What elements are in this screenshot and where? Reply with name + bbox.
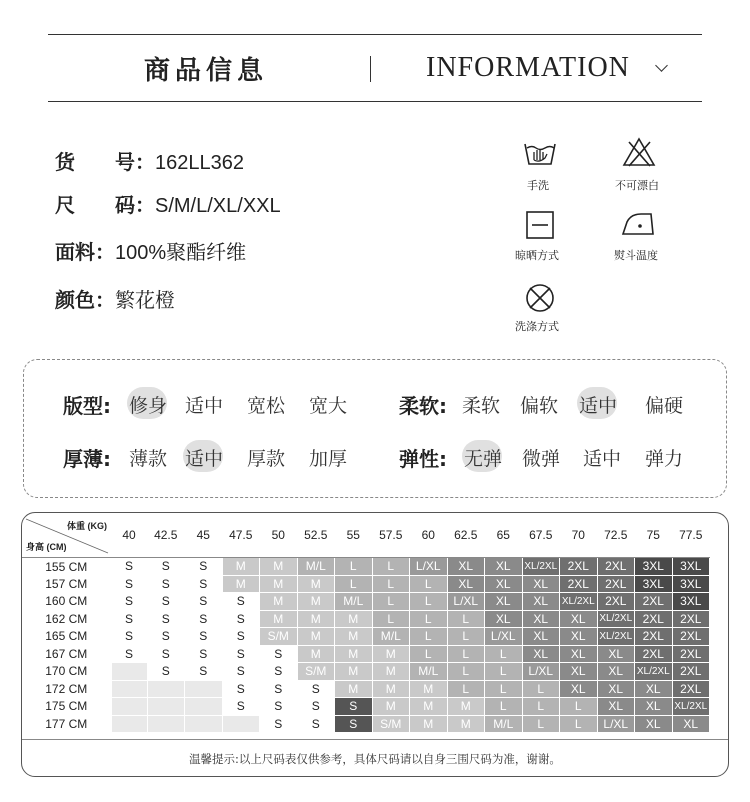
size-table-divider <box>22 739 728 740</box>
height-label: 170 CM <box>45 664 88 679</box>
size-cell: M <box>372 645 410 663</box>
size-cell <box>147 715 185 733</box>
weight-header-cell: 75 <box>635 513 673 558</box>
size-cell: S <box>147 628 185 646</box>
size-cell: S <box>111 558 147 576</box>
size-cell: 3XL <box>635 575 673 593</box>
dry-method-icon <box>525 210 555 240</box>
info-value: 繁花橙 <box>115 290 175 312</box>
size-cell: 2XL <box>672 628 710 646</box>
size-cell: XL <box>485 610 523 628</box>
size-cell: 3XL <box>672 575 710 593</box>
size-cell: L <box>410 593 448 611</box>
weight-header-cell: 57.5 <box>372 513 410 558</box>
size-cell: L/XL <box>485 628 523 646</box>
info-value: 162LL362 <box>155 152 244 174</box>
size-cell: L <box>485 698 523 716</box>
size-cell: L <box>410 628 448 646</box>
size-cell: M/L <box>485 715 523 733</box>
size-cell: M <box>222 575 260 593</box>
weight-header-cell: 55 <box>335 513 373 558</box>
size-cell: L <box>372 558 410 576</box>
size-cell: L <box>410 575 448 593</box>
size-row <box>22 715 710 733</box>
weight-header-cell: 42.5 <box>147 513 185 558</box>
size-cell: L/XL <box>522 663 560 681</box>
size-cell: L <box>372 575 410 593</box>
weight-header-cell: 70 <box>560 513 598 558</box>
size-cell: XL <box>447 558 485 576</box>
care-label-wash-method: 洗涤方式 <box>515 320 559 333</box>
size-cell: S <box>185 575 223 593</box>
size-cell: M <box>335 628 373 646</box>
size-cell: L <box>485 680 523 698</box>
size-cell: L <box>522 715 560 733</box>
attr-key-softness: 柔软: <box>399 394 447 418</box>
size-cell: S <box>222 680 260 698</box>
size-cell: L <box>410 645 448 663</box>
header-bottom-rule <box>48 101 702 102</box>
attr-option: 加厚 <box>309 448 348 470</box>
size-cell: S <box>297 698 335 716</box>
size-cell: S <box>147 663 185 681</box>
weight-header-cell: 65 <box>485 513 523 558</box>
size-row <box>22 558 710 576</box>
size-cell: L <box>447 663 485 681</box>
size-cell: XL <box>597 680 635 698</box>
size-cell <box>111 663 147 681</box>
size-cell: L <box>522 680 560 698</box>
attr-key-elasticity: 弹性: <box>399 447 447 471</box>
size-cell: S <box>185 610 223 628</box>
size-cell: 2XL <box>672 680 710 698</box>
size-cell <box>185 680 223 698</box>
height-label: 155 CM <box>45 559 88 574</box>
size-cell: XL <box>597 645 635 663</box>
size-cell: S <box>111 628 147 646</box>
weight-axis-label: 体重 (KG) <box>67 521 107 531</box>
info-label: 面料： <box>55 240 115 264</box>
weight-header-cell: 52.5 <box>297 513 335 558</box>
size-cell: XL/2XL <box>672 698 710 716</box>
no-bleach-icon <box>622 136 656 168</box>
size-cell: M <box>410 698 448 716</box>
size-cell: XL/2XL <box>522 558 560 576</box>
size-row <box>22 645 710 663</box>
size-cell: S <box>222 698 260 716</box>
info-item-sku <box>55 146 244 175</box>
size-cell: S <box>297 680 335 698</box>
size-cell: S <box>260 680 298 698</box>
size-cell: L <box>372 593 410 611</box>
size-cell: L <box>447 628 485 646</box>
size-cell: S <box>297 715 335 733</box>
size-cell: L <box>447 610 485 628</box>
size-cell: M <box>335 663 373 681</box>
size-cell: 2XL <box>635 645 673 663</box>
size-cell: S <box>335 715 373 733</box>
size-cell: M <box>335 645 373 663</box>
attributes-panel <box>23 359 727 498</box>
size-row <box>22 628 710 646</box>
size-cell <box>111 698 147 716</box>
care-label-hand-wash: 手洗 <box>527 179 549 192</box>
size-cell: XL/2XL <box>597 628 635 646</box>
weight-header-cell: 47.5 <box>222 513 260 558</box>
size-cell: S <box>185 593 223 611</box>
info-label: 尺 码： <box>55 193 155 217</box>
height-label: 177 CM <box>45 716 88 731</box>
size-row <box>22 593 710 611</box>
size-cell: M <box>372 663 410 681</box>
size-cell: XL <box>560 680 598 698</box>
size-cell: S <box>147 593 185 611</box>
iron-icon <box>621 210 655 238</box>
size-cell: L <box>372 610 410 628</box>
size-cell: XL/2XL <box>635 663 673 681</box>
size-cell: L <box>485 663 523 681</box>
size-cell: M <box>260 593 298 611</box>
size-cell: M/L <box>335 593 373 611</box>
size-cell: XL <box>522 575 560 593</box>
info-item-fabric <box>55 236 246 265</box>
attr-option: 微弹 <box>522 448 561 470</box>
size-cell: S <box>185 558 223 576</box>
size-cell: M/L <box>372 628 410 646</box>
size-cell <box>111 715 147 733</box>
size-cell: M <box>260 575 298 593</box>
header-divider <box>370 56 371 82</box>
weight-header-cell: 60 <box>410 513 448 558</box>
attr-option: 厚款 <box>247 448 286 470</box>
size-cell: 2XL <box>672 645 710 663</box>
size-cell: M <box>260 558 298 576</box>
attr-option: 宽松 <box>247 395 286 417</box>
size-cell: S <box>222 610 260 628</box>
size-cell: S <box>222 593 260 611</box>
size-cell: S/M <box>297 663 335 681</box>
size-cell: XL <box>522 645 560 663</box>
size-table-header <box>22 513 710 558</box>
size-cell: S <box>260 645 298 663</box>
attr-option: 偏软 <box>520 395 559 417</box>
size-cell: 2XL <box>597 593 635 611</box>
size-cell <box>185 698 223 716</box>
chevron-down-icon <box>655 59 668 72</box>
attr-key-thickness: 厚薄: <box>63 447 111 471</box>
attr-option: 无弹 <box>464 444 502 471</box>
size-cell: S <box>147 645 185 663</box>
size-cell: L <box>522 698 560 716</box>
size-table-corner <box>22 513 111 558</box>
size-cell: M <box>297 593 335 611</box>
size-cell: 2XL <box>635 610 673 628</box>
size-cell: 3XL <box>672 558 710 576</box>
size-cell <box>185 715 223 733</box>
size-cell: M <box>260 610 298 628</box>
size-cell: S <box>335 698 373 716</box>
size-cell: 3XL <box>672 593 710 611</box>
attr-option: 弹力 <box>645 448 684 470</box>
size-cell: M <box>297 645 335 663</box>
size-cell: XL/2XL <box>597 610 635 628</box>
size-cell: XL <box>522 610 560 628</box>
size-cell: XL <box>597 663 635 681</box>
size-row <box>22 663 710 681</box>
size-cell: XL <box>560 610 598 628</box>
weight-header-cell: 67.5 <box>522 513 560 558</box>
header-top-rule <box>48 34 702 35</box>
size-cell: S <box>111 610 147 628</box>
size-cell: S <box>222 645 260 663</box>
care-label-iron: 熨斗温度 <box>614 249 658 262</box>
size-cell: S <box>147 558 185 576</box>
size-row <box>22 680 710 698</box>
height-label: 157 CM <box>45 576 88 591</box>
weight-header-cell: 40 <box>111 513 147 558</box>
attr-option: 修身 <box>129 391 167 418</box>
size-cell: L <box>335 558 373 576</box>
attr-key-fit: 版型: <box>63 394 111 418</box>
size-cell: XL/2XL <box>560 593 598 611</box>
height-label: 172 CM <box>45 681 88 696</box>
size-cell: L <box>447 680 485 698</box>
size-cell: L <box>560 715 598 733</box>
size-cell: S <box>147 610 185 628</box>
weight-header-cell: 72.5 <box>597 513 635 558</box>
size-cell: M <box>410 715 448 733</box>
attr-option: 适中 <box>583 448 622 470</box>
attr-option: 柔软 <box>462 395 501 417</box>
size-cell: XL <box>560 645 598 663</box>
weight-header-cell: 50 <box>260 513 298 558</box>
size-cell: M <box>372 698 410 716</box>
size-cell: XL <box>560 628 598 646</box>
size-cell: XL <box>560 663 598 681</box>
size-cell: M/L <box>410 663 448 681</box>
info-label: 颜色： <box>55 288 115 312</box>
info-item-size <box>55 189 281 218</box>
size-cell: L/XL <box>597 715 635 733</box>
size-cell <box>111 680 147 698</box>
size-cell: XL <box>522 593 560 611</box>
size-cell: XL <box>635 698 673 716</box>
size-cell: S <box>111 645 147 663</box>
size-cell: S <box>185 645 223 663</box>
size-cell: S <box>111 593 147 611</box>
size-cell: S <box>185 628 223 646</box>
weight-header-cell: 62.5 <box>447 513 485 558</box>
size-cell: S <box>222 663 260 681</box>
attr-option: 宽大 <box>309 395 348 417</box>
info-label: 货 号： <box>55 150 155 174</box>
size-cell: 2XL <box>635 593 673 611</box>
size-cell: 2XL <box>560 558 598 576</box>
height-label: 165 CM <box>45 629 88 644</box>
size-cell: L <box>335 575 373 593</box>
size-cell: S <box>185 663 223 681</box>
size-cell: M <box>297 628 335 646</box>
size-cell: S/M <box>372 715 410 733</box>
size-cell: S <box>111 575 147 593</box>
size-cell: M/L <box>297 558 335 576</box>
size-row <box>22 698 710 716</box>
size-cell: S <box>222 628 260 646</box>
size-cell: L <box>485 645 523 663</box>
size-cell: 2XL <box>672 663 710 681</box>
size-cell: M <box>297 575 335 593</box>
info-item-color <box>55 284 175 313</box>
size-cell: M <box>447 715 485 733</box>
size-cell: XL <box>597 698 635 716</box>
size-cell: L <box>447 645 485 663</box>
height-label: 162 CM <box>45 611 88 626</box>
size-cell: M <box>222 558 260 576</box>
height-label: 160 CM <box>45 594 88 609</box>
size-cell: L/XL <box>410 558 448 576</box>
size-cell <box>222 715 260 733</box>
size-table <box>22 513 710 733</box>
height-label: 167 CM <box>45 646 88 661</box>
attr-option: 薄款 <box>129 448 168 470</box>
size-cell: 2XL <box>597 575 635 593</box>
size-cell: M <box>410 680 448 698</box>
size-cell: 2XL <box>597 558 635 576</box>
size-cell: S <box>147 575 185 593</box>
height-axis-label: 身高 (CM) <box>26 542 67 552</box>
size-cell: L/XL <box>447 593 485 611</box>
header-title-cn: 商品信息 <box>144 56 269 86</box>
weight-header-cell: 77.5 <box>672 513 710 558</box>
size-cell: 2XL <box>672 610 710 628</box>
size-cell <box>147 698 185 716</box>
size-cell: 2XL <box>635 628 673 646</box>
size-cell: S <box>260 698 298 716</box>
size-cell: XL <box>635 680 673 698</box>
weight-header-cell: 45 <box>185 513 223 558</box>
attr-option: 偏硬 <box>645 395 684 417</box>
size-row <box>22 610 710 628</box>
size-cell: XL <box>672 715 710 733</box>
size-cell: XL <box>485 593 523 611</box>
care-label-dry: 晾晒方式 <box>515 249 559 262</box>
size-cell: M <box>297 610 335 628</box>
attr-option: 适中 <box>185 395 224 417</box>
attr-option: 适中 <box>185 444 223 471</box>
attr-option: 适中 <box>579 391 617 418</box>
size-row <box>22 575 710 593</box>
size-cell: 2XL <box>560 575 598 593</box>
size-cell: XL <box>635 715 673 733</box>
size-cell: M <box>372 680 410 698</box>
size-cell: S <box>260 715 298 733</box>
hand-wash-icon <box>523 138 557 168</box>
info-value: S/M/L/XL/XXL <box>155 195 281 217</box>
size-cell: S/M <box>260 628 298 646</box>
size-cell: M <box>335 680 373 698</box>
size-cell: XL <box>522 628 560 646</box>
size-cell: M <box>447 698 485 716</box>
size-cell: XL <box>485 558 523 576</box>
height-label: 175 CM <box>45 699 88 714</box>
info-value: 100%聚酯纤维 <box>115 242 247 264</box>
size-cell: XL <box>485 575 523 593</box>
size-cell: XL <box>447 575 485 593</box>
header-title-en: INFORMATION <box>426 52 630 83</box>
care-label-no-bleach: 不可漂白 <box>615 179 659 192</box>
size-cell: 3XL <box>635 558 673 576</box>
size-cell <box>147 680 185 698</box>
size-table-panel <box>21 512 729 777</box>
size-table-note: 温馨提示:以上尺码表仅供参考，具体尺码请以自身三围尺码为准，谢谢。 <box>189 752 561 766</box>
size-cell: L <box>410 610 448 628</box>
wash-method-icon <box>524 282 556 314</box>
size-cell: L <box>560 698 598 716</box>
size-cell: M <box>335 610 373 628</box>
size-cell: S <box>260 663 298 681</box>
